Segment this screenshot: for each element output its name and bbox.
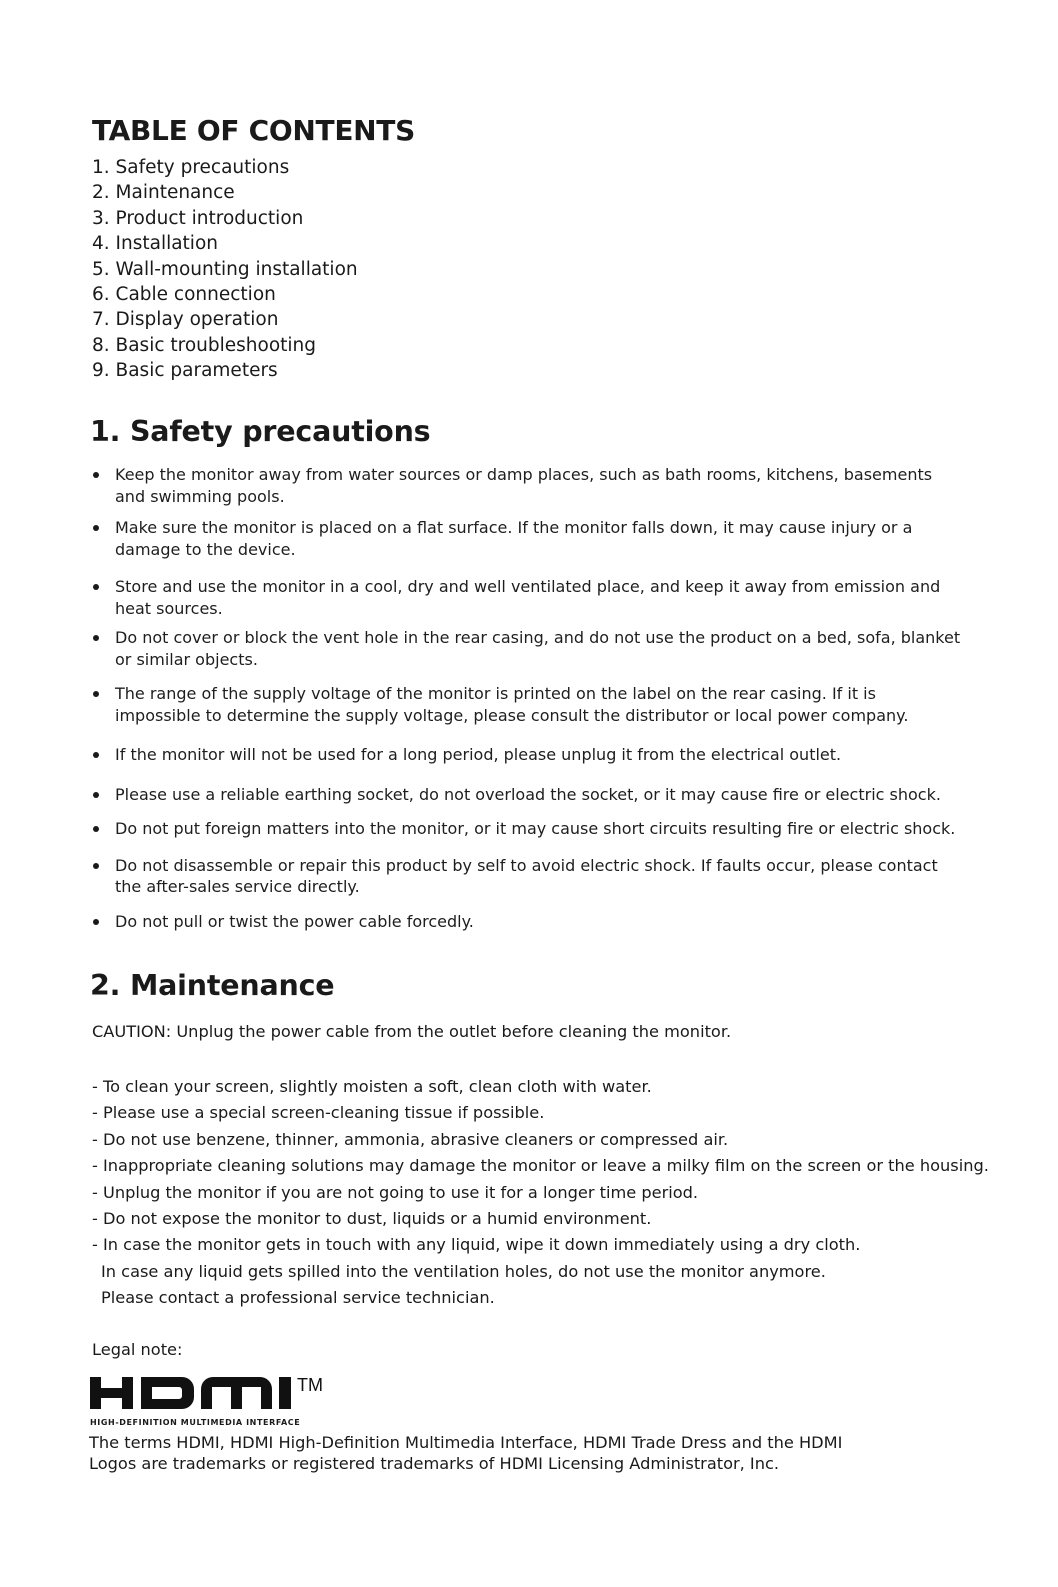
safety-bullet-text: Do not put foreign matters into the monitor, or it may cause short circuits resulting fire or electric shock. [115,819,956,838]
maintenance-item: - Do not expose the monitor to dust, liquids or a humid environment. [92,1208,652,1228]
bullet-dot-icon [93,691,99,697]
maintenance-item: - Do not use benzene, thinner, ammonia, abrasive cleaners or compressed air. [92,1129,729,1149]
maintenance-item: - In case the monitor gets in touch with any liquid, wipe it down immediately using a dry cloth. [92,1235,861,1255]
toc-item: 9. Basic parameters [92,360,278,382]
safety-bullet-text: Make sure the monitor is placed on a flat surface. If the monitor falls down, it may cause injury or a damage to the device. [115,518,913,559]
maintenance-item: Please contact a professional service technician. [101,1288,495,1308]
safety-bullet-text: Please use a reliable earthing socket, do not overload the socket, or it may cause fire or electric shock. [115,784,941,804]
maintenance-item: - Unplug the monitor if you are not going to use it for a longer time period. [92,1182,699,1202]
bullet-dot-icon [93,752,99,758]
safety-bullet [92,818,962,840]
maintenance-heading: 2. Maintenance [90,969,335,1002]
toc-title: TABLE OF CONTENTS [92,114,415,147]
toc-item: 2. Maintenance [92,182,235,204]
safety-bullet [92,627,962,670]
toc-item: 7. Display operation [92,309,279,331]
toc-item: 6. Cable connection [92,283,276,305]
maintenance-list [92,1074,989,1312]
safety-bullet [92,744,962,766]
toc-item: 8. Basic troubleshooting [92,334,317,356]
legal-note-label: Legal note: [92,1340,183,1359]
legal-text: The terms HDMI, HDMI High-Definition Multimedia Interface, HDMI Trade Dress and the HDMI Logos are trademarks or registered trademarks of HDMI Licensing Administrator, Inc. [89,1433,843,1473]
toc-item: 4. Installation [92,233,218,255]
safety-bullet-text: Do not cover or block the vent hole in the rear casing, and do not use the product on a bed, sofa, blanket or similar objects. [115,628,961,669]
maintenance-item: - Please use a special screen-cleaning tissue if possible. [92,1103,545,1123]
bullet-dot-icon [93,525,99,531]
maintenance-item: In case any liquid gets spilled into the ventilation holes, do not use the monitor anymore. [101,1261,826,1281]
safety-bullet-list [92,464,962,932]
hdmi-logo-subtitle: HIGH-DEFINITION MULTIMEDIA INTERFACE [90,1418,301,1427]
safety-bullet [92,464,962,507]
safety-heading: 1. Safety precautions [90,415,431,448]
maintenance-item: - To clean your screen, slightly moisten a soft, clean cloth with water. [92,1077,652,1096]
bullet-dot-icon [93,472,99,478]
safety-bullet-text: Keep the monitor away from water sources or damp places, such as bath rooms, kitchens, basements and swimming pools. [115,465,933,506]
toc-item: 5. Wall-mounting installation [92,258,358,280]
safety-bullet [92,855,962,898]
toc-list [92,155,358,384]
safety-bullet-text: The range of the supply voltage of the monitor is printed on the label on the rear casing. If it is impossible to determine the supply voltage, please consult the distributor or local power company. [115,684,909,725]
bullet-dot-icon [93,635,99,641]
toc-item: 1. Safety precautions [92,157,290,178]
safety-bullet-text: If the monitor will not be used for a long period, please unplug it from the electrical outlet. [115,745,842,764]
bullet-dot-icon [93,584,99,590]
hdmi-tm-mark: TM [297,1375,323,1395]
maintenance-item: - Inappropriate cleaning solutions may damage the monitor or leave a milky film on the screen or the housing. [92,1156,989,1176]
bullet-dot-icon [93,826,99,832]
safety-bullet-text: Store and use the monitor in a cool, dry and well ventilated place, and keep it away from emission and heat sources. [115,577,941,618]
safety-bullet [92,784,962,806]
safety-bullet-text: Do not disassemble or repair this product by self to avoid electric shock. If faults occur, please contact the after-sales service directly. [115,855,938,896]
safety-bullet [92,911,962,933]
safety-bullet [92,576,962,619]
caution-text: CAUTION: Unplug the power cable from the outlet before cleaning the monitor. [92,1022,732,1041]
toc-item: 3. Product introduction [92,207,304,229]
safety-bullet-text: Do not pull or twist the power cable forcedly. [115,911,474,931]
bullet-dot-icon [93,919,99,925]
bullet-dot-icon [93,792,99,798]
bullet-dot-icon [93,863,99,869]
safety-bullet [92,517,962,560]
safety-bullet [92,683,962,726]
